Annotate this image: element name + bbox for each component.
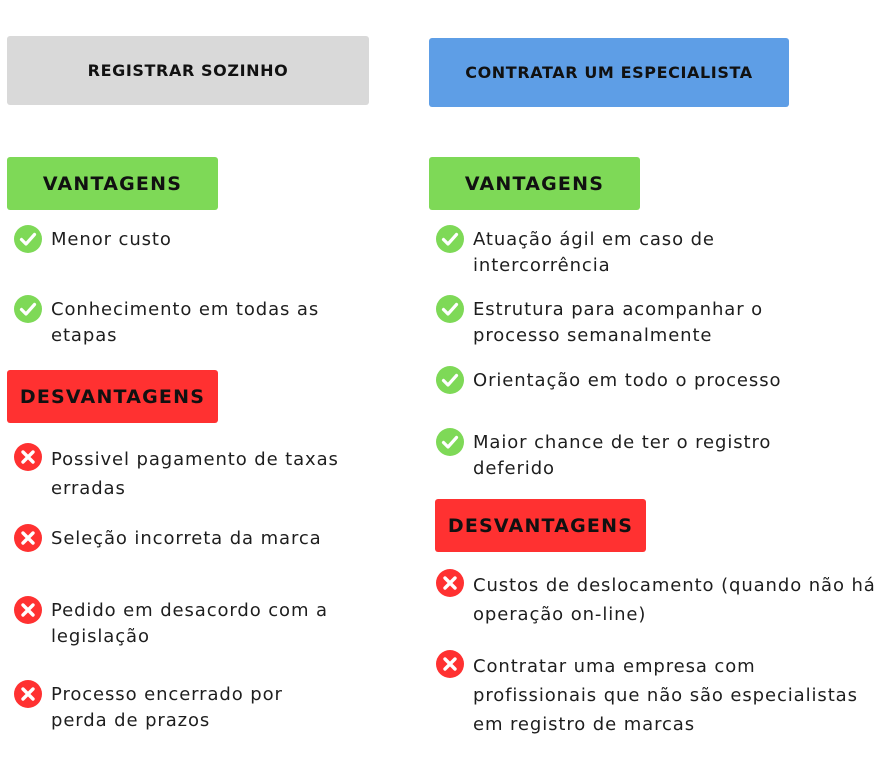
right-pro-item <box>436 430 836 482</box>
check-circle-icon <box>14 295 42 323</box>
left-cons-tag <box>7 370 218 423</box>
left-pro-item <box>14 297 364 349</box>
check-circle-icon <box>436 295 464 323</box>
right-pro-text: Orientação em todo o processo <box>473 370 782 391</box>
check-circle-icon <box>436 428 464 456</box>
right-cons-tag <box>435 499 646 552</box>
left-cons-tag-label: DESVANTAGENS <box>19 385 206 408</box>
right-column-header-label: CONTRATAR UM ESPECIALISTA <box>465 63 753 82</box>
right-pro-item <box>436 227 836 279</box>
left-pro-text: Conhecimento em todas as etapas <box>51 299 320 346</box>
left-con-item <box>14 526 364 552</box>
right-pro-item <box>436 297 836 349</box>
right-pro-text: Atuação ágil em caso de intercorrência <box>473 229 715 276</box>
check-circle-icon <box>14 225 42 253</box>
left-con-text: Processo encerrado por perda de prazos <box>51 684 283 731</box>
left-con-text: Possivel pagamento de taxas erradas <box>51 449 339 499</box>
right-pro-item <box>436 368 856 394</box>
right-pro-text: Estrutura para acompanhar o processo semanalmente <box>473 299 764 346</box>
left-column-header <box>7 36 369 105</box>
left-column-header-label: REGISTRAR SOZINHO <box>87 61 289 80</box>
left-pros-tag-label: VANTAGENS <box>42 172 183 195</box>
right-pros-tag <box>429 157 640 210</box>
left-pro-item <box>14 227 364 253</box>
left-pro-text: Menor custo <box>51 229 172 250</box>
right-con-item <box>436 652 881 739</box>
right-con-text: Custos de deslocamento (quando não há operação on-line) <box>473 575 876 625</box>
x-circle-icon <box>14 443 42 471</box>
x-circle-icon <box>436 569 464 597</box>
left-pros-tag <box>7 157 218 210</box>
right-column-header <box>429 38 789 107</box>
left-con-text: Seleção incorreta da marca <box>51 528 322 549</box>
right-con-item <box>436 571 881 629</box>
x-circle-icon <box>436 650 464 678</box>
check-circle-icon <box>436 366 464 394</box>
right-con-text: Contratar uma empresa com profissionais que não são especialistas em registro de marcas <box>473 656 858 735</box>
x-circle-icon <box>14 596 42 624</box>
right-cons-tag-label: DESVANTAGENS <box>447 514 634 537</box>
right-pros-tag-label: VANTAGENS <box>464 172 605 195</box>
left-con-item <box>14 598 364 650</box>
x-circle-icon <box>14 524 42 552</box>
check-circle-icon <box>436 225 464 253</box>
left-con-text: Pedido em desacordo com a legislação <box>51 600 328 647</box>
left-con-item <box>14 682 364 734</box>
right-pro-text: Maior chance de ter o registro deferido <box>473 432 772 479</box>
left-con-item <box>14 445 364 503</box>
x-circle-icon <box>14 680 42 708</box>
